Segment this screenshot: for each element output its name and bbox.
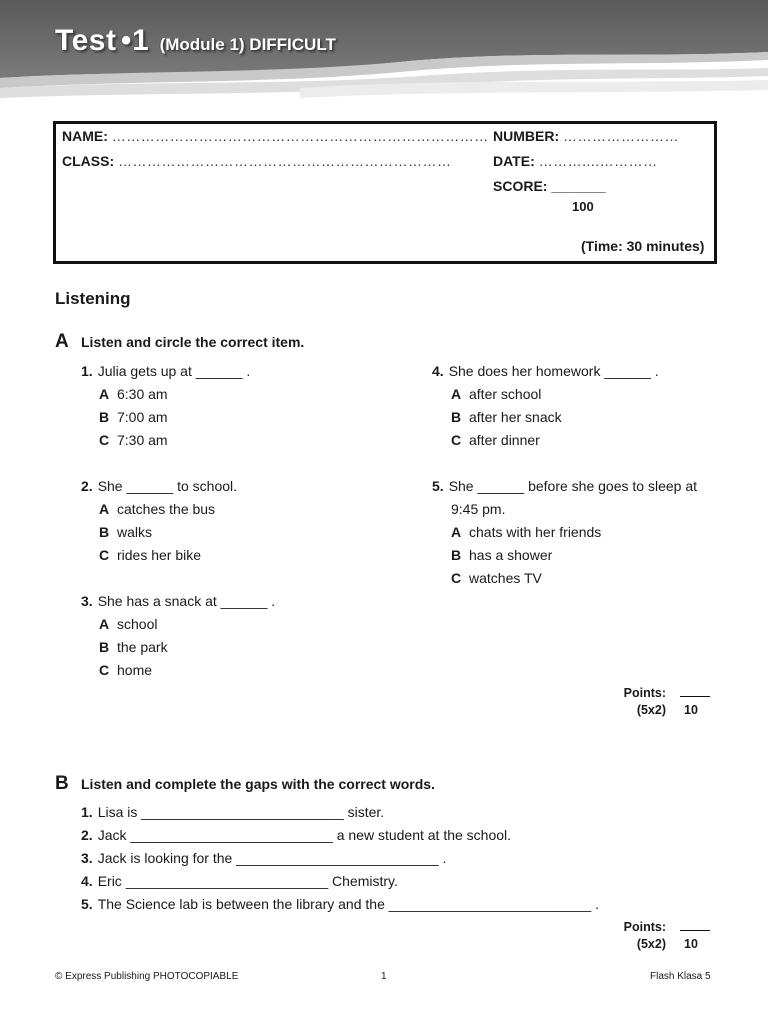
option-letter: A xyxy=(99,616,110,632)
header-banner xyxy=(0,0,768,110)
question-text: Jack __________________________ a new student at the school. xyxy=(97,827,512,843)
footer-copyright: © Express Publishing PHOTOCOPIABLE xyxy=(55,971,239,982)
question-number: 2. xyxy=(81,827,93,843)
option-letter: C xyxy=(451,570,462,586)
option-letter: C xyxy=(451,432,462,448)
task-b-letter: B xyxy=(55,773,69,794)
date-label: DATE: xyxy=(493,153,535,169)
task-b-question[interactable] xyxy=(81,801,384,824)
option-text: the park xyxy=(117,639,168,655)
option-letter: A xyxy=(451,386,462,402)
question-text: Lisa is __________________________ sister. xyxy=(97,804,385,820)
answer-option[interactable] xyxy=(99,383,168,406)
name-dots: …………………………………………………………………… xyxy=(111,128,489,144)
task-a-question xyxy=(432,360,659,383)
points-total: 10 xyxy=(684,937,698,951)
answer-option[interactable] xyxy=(451,544,552,567)
task-b-question[interactable] xyxy=(81,824,511,847)
question-number: 2. xyxy=(81,478,93,494)
score-blank: _______ xyxy=(551,178,606,194)
test-label: Test xyxy=(55,24,117,57)
points-formula: (5x2) xyxy=(636,937,666,951)
question-text: She ______ to school. xyxy=(97,478,238,494)
answer-option[interactable] xyxy=(99,521,152,544)
question-text: The Science lab is between the library and the __________________________ . xyxy=(97,896,599,912)
section-title: Listening xyxy=(55,289,131,308)
answer-option[interactable] xyxy=(451,521,601,544)
answer-option[interactable] xyxy=(99,429,168,452)
option-letter: B xyxy=(451,547,462,563)
class-dots: …………………………………………………………… xyxy=(118,153,452,169)
option-letter: B xyxy=(451,409,462,425)
points-formula: (5x2) xyxy=(636,703,666,717)
question-text: She ______ before she goes to sleep at xyxy=(448,478,697,494)
answer-option[interactable] xyxy=(99,659,152,682)
question-text-continued: 9:45 pm. xyxy=(451,501,506,517)
question-number: 1. xyxy=(81,363,93,379)
points-label: Points: xyxy=(623,686,666,700)
score-field[interactable] xyxy=(493,178,606,194)
task-a-question xyxy=(81,360,250,383)
points-total: 10 xyxy=(684,703,698,717)
answer-option[interactable] xyxy=(99,613,157,636)
date-dots: ………....………… xyxy=(538,153,658,169)
class-label: CLASS: xyxy=(62,153,115,169)
question-number: 5. xyxy=(81,896,93,912)
option-text: has a shower xyxy=(469,547,553,563)
option-text: after dinner xyxy=(469,432,540,448)
answer-option[interactable] xyxy=(99,406,168,429)
option-letter: C xyxy=(99,432,110,448)
option-text: watches TV xyxy=(469,570,542,586)
footer-page-number: 1 xyxy=(381,971,387,982)
option-letter: B xyxy=(99,409,110,425)
question-text: She does her homework ______ . xyxy=(448,363,659,379)
question-number: 4. xyxy=(432,363,444,379)
score-total: 100 xyxy=(572,199,594,214)
option-text: home xyxy=(117,662,153,678)
task-a-question xyxy=(432,475,697,498)
option-text: 6:30 am xyxy=(117,386,168,402)
option-text: after her snack xyxy=(469,409,562,425)
option-text: rides her bike xyxy=(117,547,202,563)
number-field[interactable] xyxy=(493,128,679,144)
task-a-points xyxy=(590,686,710,717)
question-number: 5. xyxy=(432,478,444,494)
task-b-question[interactable] xyxy=(81,893,599,916)
bullet-icon: • xyxy=(120,24,132,57)
date-field[interactable] xyxy=(493,153,658,169)
option-letter: C xyxy=(99,547,110,563)
question-text: Julia gets up at ______ . xyxy=(97,363,251,379)
points-blank[interactable] xyxy=(680,687,710,697)
name-label: NAME: xyxy=(62,128,108,144)
task-b-points xyxy=(590,920,710,951)
task-a-question xyxy=(81,590,275,613)
task-a-instruction: Listen and circle the correct item. xyxy=(81,334,305,350)
option-letter: A xyxy=(99,501,110,517)
answer-option[interactable] xyxy=(451,567,542,590)
answer-option[interactable] xyxy=(451,383,541,406)
question-text: She has a snack at ______ . xyxy=(97,593,276,609)
question-text: Jack is looking for the __________________________ . xyxy=(97,850,447,866)
question-number: 1. xyxy=(81,804,93,820)
option-text: 7:00 am xyxy=(117,409,168,425)
answer-option[interactable] xyxy=(99,544,201,567)
footer-book-title: Flash Klasa 5 xyxy=(650,971,711,982)
option-letter: C xyxy=(99,662,110,678)
option-letter: B xyxy=(99,639,110,655)
score-label: SCORE: xyxy=(493,178,548,194)
task-b-instruction: Listen and complete the gaps with the correct words. xyxy=(81,776,435,792)
number-label: NUMBER: xyxy=(493,128,560,144)
number-dots: …………………… xyxy=(563,128,679,144)
answer-option[interactable] xyxy=(451,406,562,429)
option-text: after school xyxy=(469,386,542,402)
option-letter: B xyxy=(99,524,110,540)
answer-option[interactable] xyxy=(99,498,215,521)
option-text: walks xyxy=(117,524,153,540)
test-title xyxy=(55,24,336,58)
answer-option[interactable] xyxy=(99,636,168,659)
question-number: 3. xyxy=(81,593,93,609)
task-b-question[interactable] xyxy=(81,847,446,870)
option-letter: A xyxy=(451,524,462,540)
name-field[interactable] xyxy=(62,128,489,144)
points-blank[interactable] xyxy=(680,921,710,931)
option-text: school xyxy=(117,616,158,632)
points-label: Points: xyxy=(623,920,666,934)
option-text: catches the bus xyxy=(117,501,216,517)
time-limit: (Time: 30 minutes) xyxy=(581,238,705,254)
question-number: 4. xyxy=(81,873,93,889)
option-text: 7:30 am xyxy=(117,432,168,448)
class-field[interactable] xyxy=(62,153,452,169)
test-number: 1 xyxy=(131,24,150,57)
option-text: chats with her friends xyxy=(469,524,602,540)
answer-option[interactable] xyxy=(451,429,540,452)
question-text: Eric __________________________ Chemistry. xyxy=(97,873,398,889)
task-a-letter: A xyxy=(55,331,69,352)
task-b-question[interactable] xyxy=(81,870,398,893)
option-letter: A xyxy=(99,386,110,402)
test-subtitle: (Module 1) DIFFICULT xyxy=(159,35,336,54)
question-number: 3. xyxy=(81,850,93,866)
task-a-question xyxy=(81,475,237,498)
